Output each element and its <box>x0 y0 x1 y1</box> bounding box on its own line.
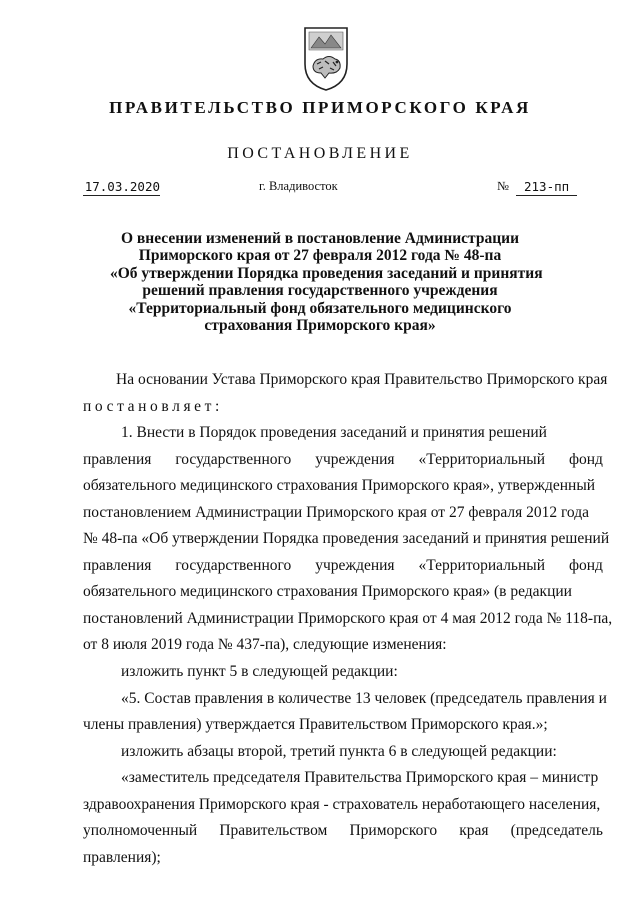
body-line: постановлением Администрации Приморского края от 27 февраля 2012 года <box>83 503 589 521</box>
word: правления <box>83 450 152 468</box>
body-line: от 8 июля 2019 года № 437-па), следующие изменения: <box>83 636 447 654</box>
word: (председатель <box>510 822 603 840</box>
body-line: постановляет: <box>83 397 223 415</box>
heading-line: О внесении изменений в постановление Администрации <box>120 230 519 247</box>
word: фонд <box>568 450 603 468</box>
body-line: изложить абзацы второй, третий пункта 6 в следующей редакции: <box>121 742 557 760</box>
word: «Территориальный <box>418 450 546 468</box>
body-line: «5. Состав правления в количестве 13 человек (председатель правления и <box>121 689 607 707</box>
body-line: изложить пункт 5 в следующей редакции: <box>121 663 398 681</box>
body-line: обязательного медицинского страхования Приморского края», утвержденный <box>83 477 596 495</box>
heading-line: решений правления государственного учреждения <box>142 282 498 300</box>
government-title: ПРАВИТЕЛЬСТВО ПРИМОРСКОГО КРАЯ <box>109 98 531 117</box>
body-line: «заместитель председателя Правительства Приморского края – министр <box>121 769 599 787</box>
decree-body <box>83 367 613 871</box>
body-line: правления); <box>83 848 161 866</box>
decree-number-label: № <box>497 179 509 193</box>
word: Приморского <box>349 822 438 840</box>
word: государственного <box>175 556 292 574</box>
body-line: 1. Внести в Порядок проведения заседаний и принятия решений <box>121 424 547 442</box>
word: государственного <box>175 450 292 468</box>
heading-line: Приморского края от 27 февраля 2012 года № 48-па <box>138 247 502 265</box>
body-line <box>83 818 603 845</box>
word: фонд <box>568 556 603 574</box>
primorsky-krai-coat-of-arms-icon <box>303 26 349 92</box>
word: уполномоченный <box>83 822 198 840</box>
document-type: ПОСТАНОВЛЕНИЕ <box>227 145 413 162</box>
decree-date: 17.03.2020 <box>84 179 160 194</box>
word: правления <box>83 556 152 574</box>
word: края <box>459 822 489 840</box>
body-line: здравоохранения Приморского края - страхователь неработающего населения, <box>83 795 601 813</box>
heading-line: «Территориальный фонд обязательного медицинского <box>128 299 512 317</box>
body-line: № 48-па «Об утверждении Порядка проведения заседаний и принятия решений <box>83 530 610 548</box>
body-line <box>83 447 603 474</box>
word: «Территориальный <box>418 556 546 574</box>
decree-heading <box>110 230 543 335</box>
word: учреждения <box>315 556 395 574</box>
word: Правительством <box>219 822 328 840</box>
body-line <box>83 553 603 580</box>
body-line: обязательного медицинского страхования Приморского края» (в редакции <box>83 583 572 601</box>
body-line: На основании Устава Приморского края Правительство Приморского края <box>116 371 608 388</box>
word: учреждения <box>315 450 395 468</box>
body-line: постановлений Администрации Приморского края от 4 мая 2012 года № 118-па, <box>83 609 613 627</box>
body-line: члены правления) утверждается Правительством Приморского края.»; <box>83 716 548 734</box>
heading-line: «Об утверждении Порядка проведения заседаний и принятия <box>110 264 543 282</box>
decree-city: г. Владивосток <box>259 179 338 193</box>
heading-line: страхования Приморского края» <box>204 317 436 335</box>
decree-number: 213-пп <box>516 179 577 196</box>
